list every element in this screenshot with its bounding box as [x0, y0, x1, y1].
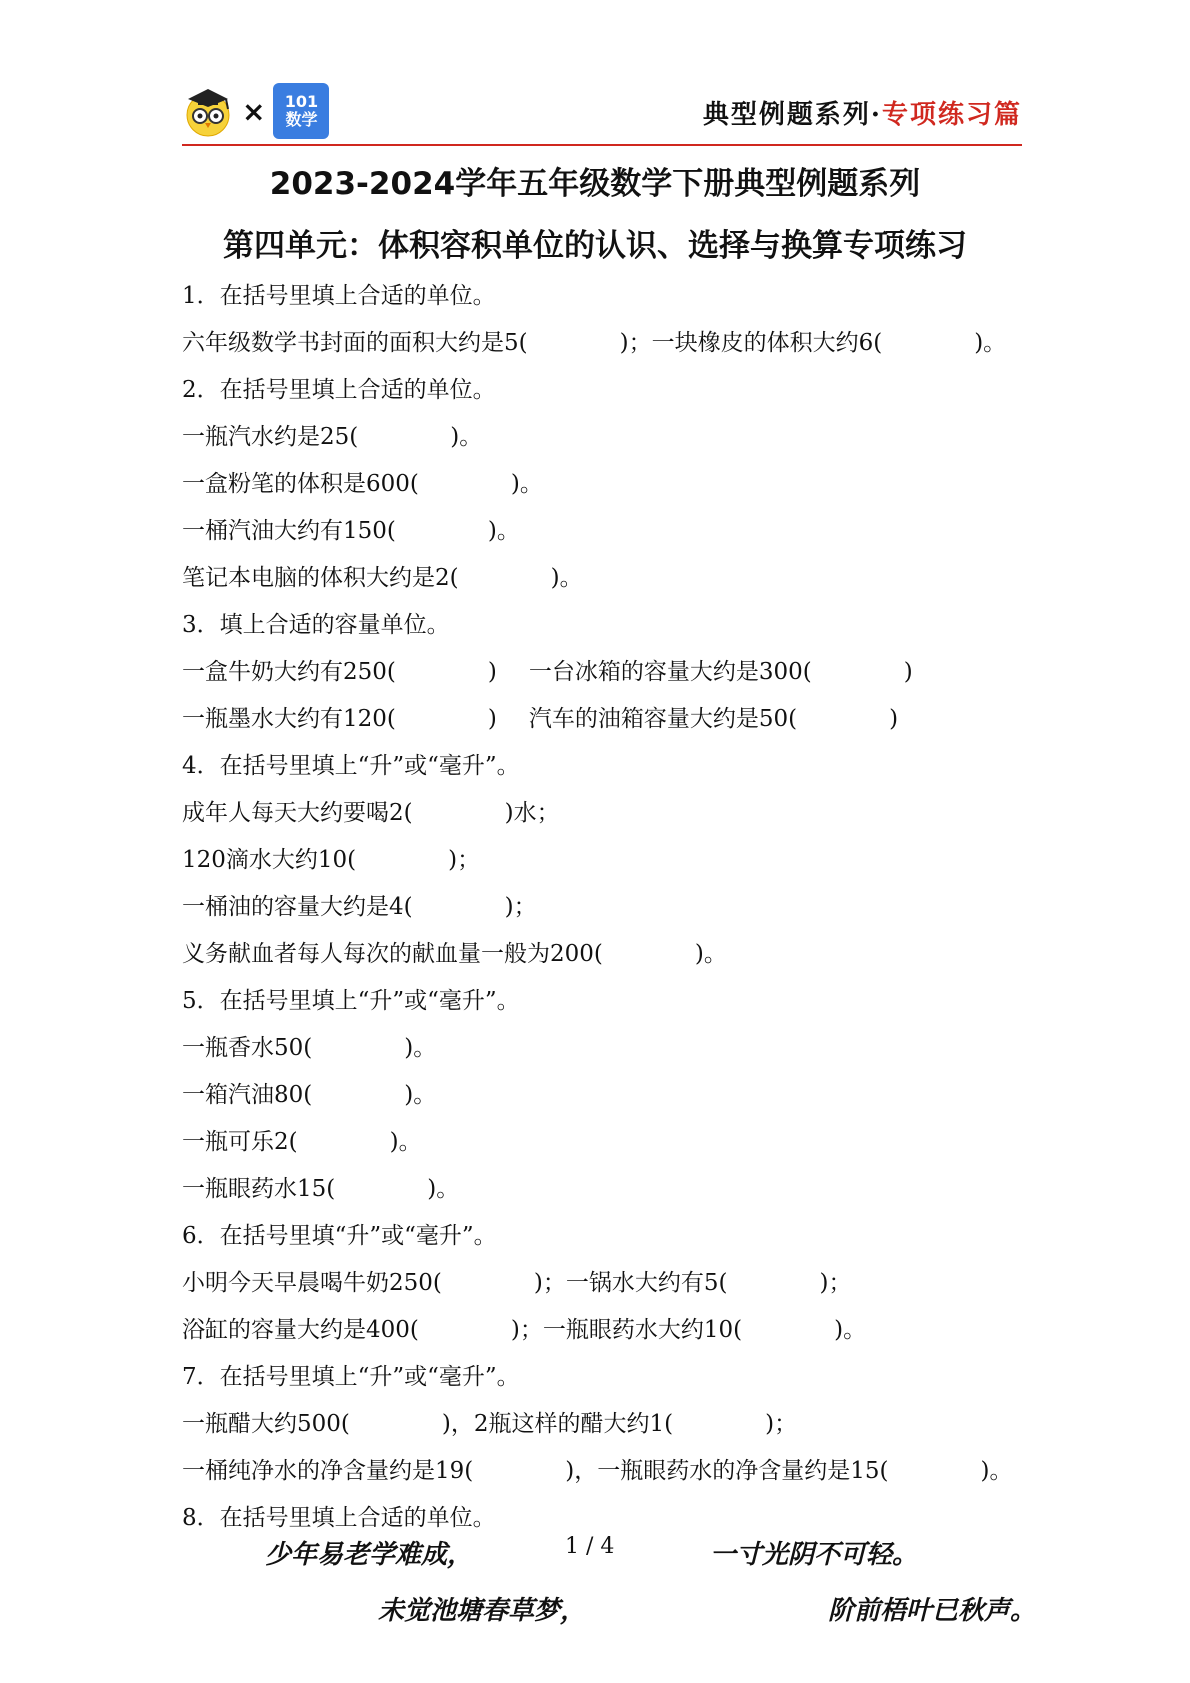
text-segment: 一台冰箱的容量大约是300(: [528, 659, 812, 685]
text-segment: 一箱汽油80(: [182, 1082, 313, 1108]
question-stem: 3．填上合适的容量单位。: [182, 612, 450, 638]
question-stem: 4．在括号里填上“升”或“毫升”。: [182, 753, 520, 779]
question-line: [182, 701, 1022, 748]
question-stem: 6．在括号里填“升”或“毫升”。: [182, 1223, 497, 1249]
text-segment: 成年人每天大约要喝2(: [182, 800, 413, 826]
question-line: [182, 1265, 1022, 1312]
text-segment: 一瓶墨水大约有120(: [182, 706, 396, 732]
question-line: [182, 1312, 1022, 1359]
text-segment: 一盒牛奶大约有250(: [182, 659, 396, 685]
text-segment: )；一瓶眼药水大约10(: [510, 1317, 743, 1343]
footer-poem-left-1: 少年易老学难成，: [265, 1540, 474, 1570]
footer-row-1: [0, 1534, 1190, 1574]
question-line: [182, 1453, 1022, 1500]
header-divider: [182, 144, 1022, 146]
question-line: [182, 466, 1022, 513]
question-line: [182, 1077, 1022, 1124]
question-list: [182, 278, 1022, 1547]
text-segment: 一桶汽油大约有150(: [182, 518, 396, 544]
question-line: [182, 1406, 1022, 1453]
question-stem: 2．在括号里填上合适的单位。: [182, 377, 496, 403]
math-101-logo: [273, 83, 329, 139]
text-segment: )。: [404, 1082, 437, 1108]
text-segment: )，2瓶这样的醋大约1(: [441, 1411, 674, 1437]
text-segment: 一桶纯净水的净含量约是19(: [182, 1458, 474, 1484]
footer-row-2: [0, 1590, 1190, 1630]
question-line: [182, 1124, 1022, 1171]
text-segment: ): [487, 659, 497, 685]
question-line: [182, 419, 1022, 466]
times-symbol: ×: [242, 94, 266, 128]
question-line: [182, 654, 1022, 701]
text-segment: )，一瓶眼药水的净含量约是15(: [565, 1458, 889, 1484]
badge-top-text: 101: [284, 92, 319, 111]
text-segment: 一瓶眼药水15(: [182, 1176, 336, 1202]
question-line: [182, 936, 1022, 983]
text-segment: 一瓶醋大约500(: [182, 1411, 350, 1437]
question-line: [182, 1030, 1022, 1077]
page-header: [182, 80, 1022, 146]
question-line: [182, 842, 1022, 889]
text-segment: )。: [980, 1458, 1013, 1484]
text-segment: 一桶油的容量大约是4(: [182, 894, 413, 920]
question-line: [182, 889, 1022, 936]
question-line: [182, 795, 1022, 842]
text-segment: )；一锅水大约有5(: [533, 1270, 728, 1296]
question-stem: 5．在括号里填上“升”或“毫升”。: [182, 988, 520, 1014]
question-line: [182, 560, 1022, 607]
text-segment: )。: [487, 518, 520, 544]
text-segment: 小明今天早晨喝牛奶250(: [182, 1270, 442, 1296]
series-label-red: 专项练习篇: [881, 100, 1022, 130]
text-segment: 一瓶香水50(: [182, 1035, 313, 1061]
series-label-black: 典型例题系列·: [702, 100, 882, 130]
question-line: [182, 325, 1022, 372]
footer-poem-right-2: 阶前梧叶已秋声。: [828, 1596, 1037, 1626]
text-segment: )。: [510, 471, 543, 497]
text-segment: )。: [694, 941, 727, 967]
text-segment: )。: [404, 1035, 437, 1061]
text-segment: )水；: [504, 800, 560, 826]
text-segment: )。: [834, 1317, 867, 1343]
text-segment: )。: [450, 424, 483, 450]
logo-group: [182, 80, 329, 142]
text-segment: )；: [504, 894, 537, 920]
owl-mascot-icon: [182, 85, 234, 137]
text-segment: 汽车的油箱容量大约是50(: [528, 706, 798, 732]
text-segment: 六年级数学书封面的面积大约是5(: [182, 330, 528, 356]
document-title: 2023-2024学年五年级数学下册典型例题系列: [269, 166, 921, 202]
question-line: [182, 1171, 1022, 1218]
text-segment: 义务献血者每人每次的献血量一般为200(: [182, 941, 603, 967]
text-segment: 一瓶可乐2(: [182, 1129, 298, 1155]
text-segment: )；: [448, 847, 481, 873]
text-segment: )；: [819, 1270, 852, 1296]
text-segment: )；一块橡皮的体积大约6(: [619, 330, 883, 356]
series-label: [703, 94, 1022, 131]
question-stem: 8．在括号里填上合适的单位。: [182, 1505, 496, 1531]
question-stem: 7．在括号里填上“升”或“毫升”。: [182, 1364, 520, 1390]
page-number: 1 / 4: [565, 1534, 615, 1559]
text-segment: 一盒粉笔的体积是600(: [182, 471, 419, 497]
text-segment: ): [903, 659, 913, 685]
text-segment: )。: [389, 1129, 422, 1155]
badge-bottom-text: 数学: [285, 110, 318, 129]
footer-poem-right-1: 一寸光阴不可轻。: [710, 1540, 919, 1570]
text-segment: )；: [765, 1411, 798, 1437]
text-segment: ): [889, 706, 899, 732]
question-stem: 1．在括号里填上合适的单位。: [182, 283, 496, 309]
question-line: [182, 513, 1022, 560]
document-subtitle: 第四单元：体积容积单位的认识、选择与换算专项练习: [223, 228, 967, 264]
text-segment: 笔记本电脑的体积大约是2(: [182, 565, 459, 591]
text-segment: 120滴水大约10(: [182, 847, 357, 873]
footer-poem-left-2: 未觉池塘春草梦，: [378, 1596, 587, 1626]
text-segment: )。: [550, 565, 583, 591]
text-segment: )。: [974, 330, 1007, 356]
text-segment: 浴缸的容量大约是400(: [182, 1317, 419, 1343]
text-segment: )。: [427, 1176, 460, 1202]
text-segment: 一瓶汽水约是25(: [182, 424, 359, 450]
text-segment: ): [487, 706, 497, 732]
